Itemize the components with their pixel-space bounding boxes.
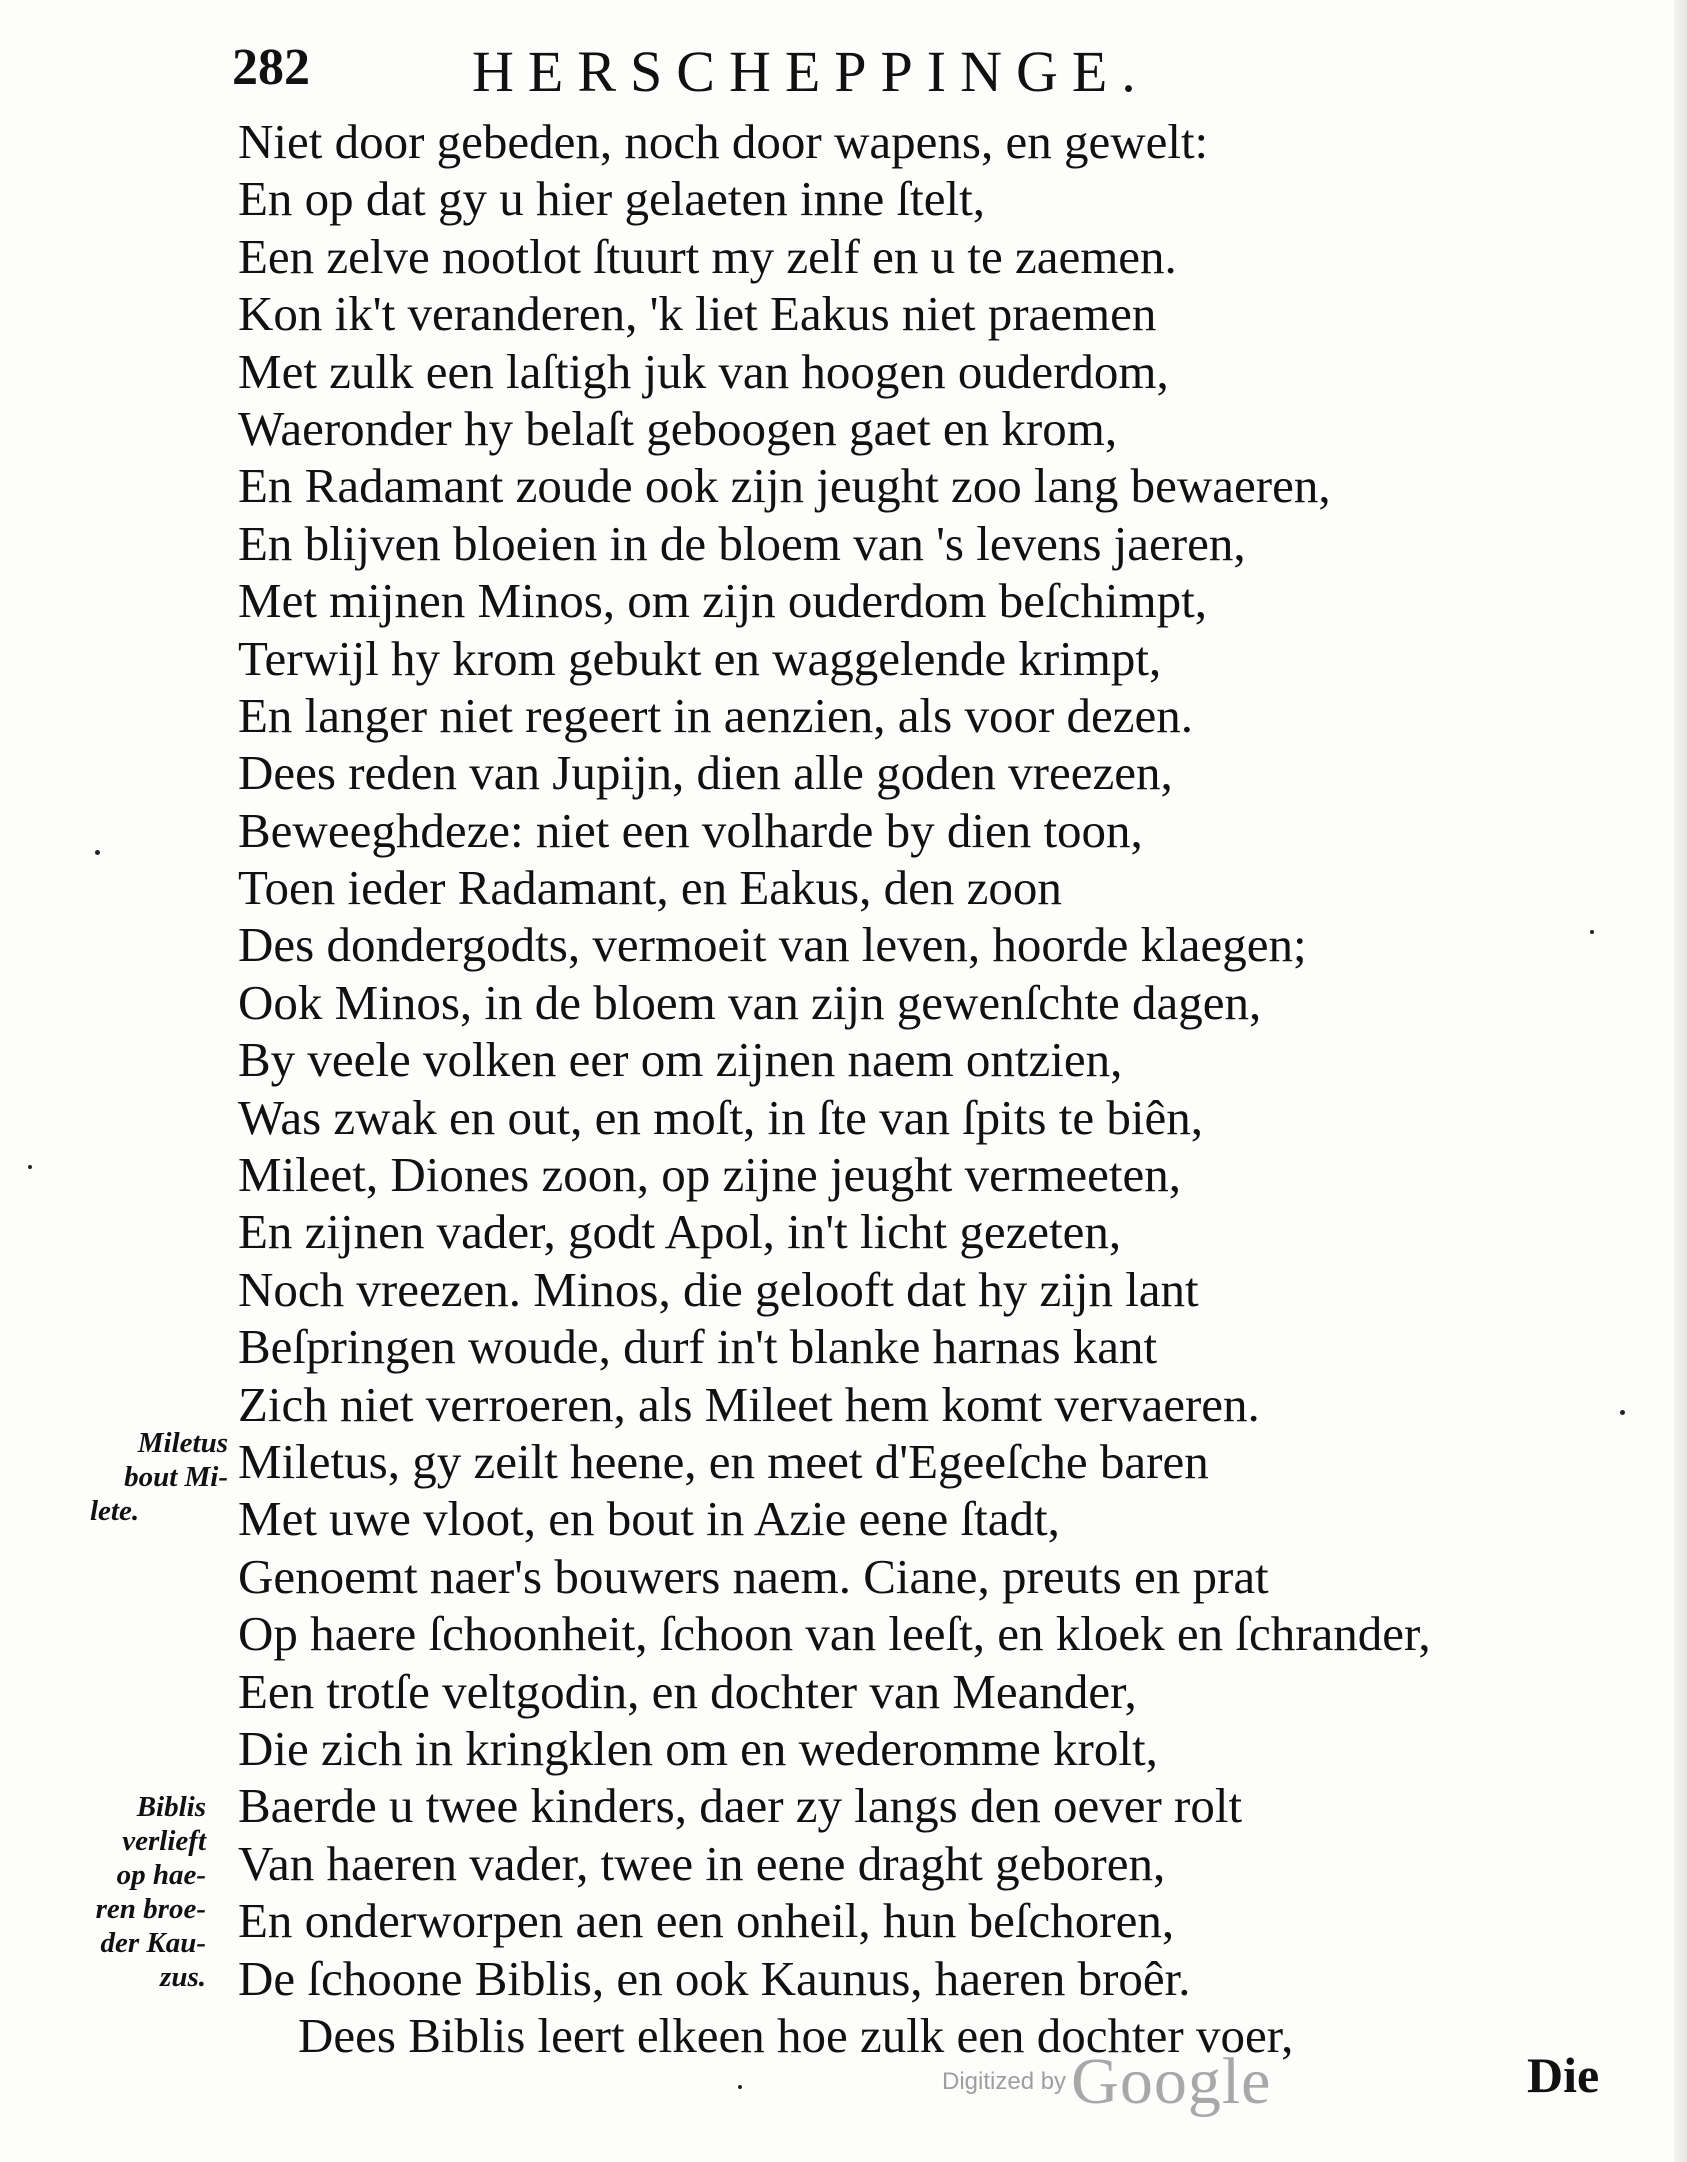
marginal-note-line: ren broe-	[95, 1893, 206, 1925]
running-title: HERSCHEPPINGE.	[472, 39, 1150, 104]
marginal-note-miletus	[80, 1426, 228, 1528]
poem-line: En blijven bloeien in de bloem van 's levens jaeren,	[238, 515, 1246, 571]
poem-line: Met uwe vloot, en bout in Azie eene ſtadt,	[238, 1491, 1060, 1547]
poem-line: Terwijl hy krom gebukt en waggelende krimpt,	[238, 630, 1162, 686]
marginal-note-line: der Kau-	[100, 1927, 206, 1959]
marginal-note-line: op hae-	[116, 1859, 206, 1891]
poem-line: By veele volken eer om zijnen naem ontzien,	[238, 1032, 1123, 1088]
poem-line: En op dat gy u hier gelaeten inne ſtelt,	[238, 171, 986, 227]
page-header	[232, 38, 1362, 108]
poem-line: Van haeren vader, twee in eene draght geboren,	[238, 1835, 1166, 1891]
poem-line: En zijnen vader, godt Apol, in't licht gezeten,	[238, 1204, 1122, 1260]
poem-line: Zich niet verroeren, als Mileet hem komt vervaeren.	[238, 1376, 1260, 1432]
poem-line: Toen ieder Radamant, en Eakus, den zoon	[238, 860, 1062, 916]
poem-line: Baerde u twee kinders, daer zy langs den oever rolt	[238, 1778, 1243, 1834]
marginal-note-line: Biblis	[136, 1791, 206, 1823]
poem-line: Een trotſe veltgodin, en dochter van Meander,	[238, 1663, 1137, 1719]
poem-line: Beſpringen woude, durf in't blanke harnas kant	[238, 1319, 1158, 1375]
digitized-watermark	[942, 2044, 1271, 2120]
poem-line: Op haere ſchoonheit, ſchoon van leeſt, en kloek en ſchrander,	[238, 1606, 1431, 1662]
poem-line: Was zwak en out, en moſt, in ſte van ſpits te biên,	[238, 1089, 1203, 1145]
ink-speck	[738, 2085, 742, 2089]
watermark-prefix: Digitized by	[942, 2068, 1067, 2095]
catchword: Die	[1527, 2047, 1600, 2103]
poem-line-indented: Dees Biblis leert elkeen hoe zulk een dochter voer,	[298, 2007, 1294, 2063]
marginal-note-line: verlieft	[122, 1825, 206, 1857]
marginal-note-biblis	[66, 1790, 206, 1994]
poem-line: Genoemt naer's bouwers naem. Ciane, preuts en prat	[238, 1548, 1269, 1604]
ink-speck	[95, 850, 100, 855]
poem-line: De ſchoone Biblis, en ook Kaunus, haeren broêr.	[238, 1950, 1191, 2006]
poem-line: Een zelve nootlot ſtuurt my zelf en u te zaemen.	[238, 228, 1177, 284]
poem-line: Miletus, gy zeilt heene, en meet d'Egeeſche baren	[238, 1433, 1209, 1489]
marginal-note-line: Miletus	[137, 1427, 228, 1459]
poem-text	[238, 113, 1598, 2064]
poem-line: En onderworpen aen een onheil, hun beſchoren,	[238, 1893, 1175, 1949]
ink-speck	[28, 1165, 32, 1169]
poem-line: Des dondergodts, vermoeit van leven, hoorde klaegen;	[238, 917, 1307, 973]
poem-line: Dees reden van Jupijn, dien alle goden vreezen,	[238, 745, 1173, 801]
poem-line: Noch vreezen. Minos, die gelooft dat hy zijn lant	[238, 1261, 1199, 1317]
poem-line: Met mijnen Minos, om zijn ouderdom beſchimpt,	[238, 573, 1207, 629]
page-edge	[1674, 0, 1687, 2162]
poem-line: Beweeghdeze: niet een volharde by dien toon,	[238, 802, 1143, 858]
poem-line: Kon ik't veranderen, 'k liet Eakus niet praemen	[238, 286, 1157, 342]
poem-line: Mileet, Diones zoon, op zijne jeught vermeeten,	[238, 1147, 1181, 1203]
ink-speck	[1620, 1410, 1625, 1415]
marginal-note-line: lete.	[90, 1495, 140, 1527]
poem-line: Die zich in kringklen om en wederomme krolt,	[238, 1720, 1158, 1776]
poem-line: Niet door gebeden, noch door wapens, en gewelt:	[238, 114, 1209, 169]
poem-line: En Radamant zoude ook zijn jeught zoo lang bewaeren,	[238, 458, 1331, 514]
poem-line: Met zulk een laſtigh juk van hoogen ouderdom,	[238, 343, 1169, 399]
ink-speck	[1590, 930, 1594, 934]
poem-line: Waeronder hy belaſt geboogen gaet en krom,	[238, 400, 1118, 456]
watermark-logo: Google	[1071, 2045, 1272, 2118]
poem-line: Ook Minos, in de bloem van zijn gewenſchte dagen,	[238, 974, 1262, 1030]
marginal-note-line: zus.	[160, 1961, 206, 1993]
poem-line: En langer niet regeert in aenzien, als voor dezen.	[238, 687, 1194, 743]
page-number: 282	[232, 39, 310, 96]
marginal-note-line: bout Mi-	[124, 1461, 228, 1493]
